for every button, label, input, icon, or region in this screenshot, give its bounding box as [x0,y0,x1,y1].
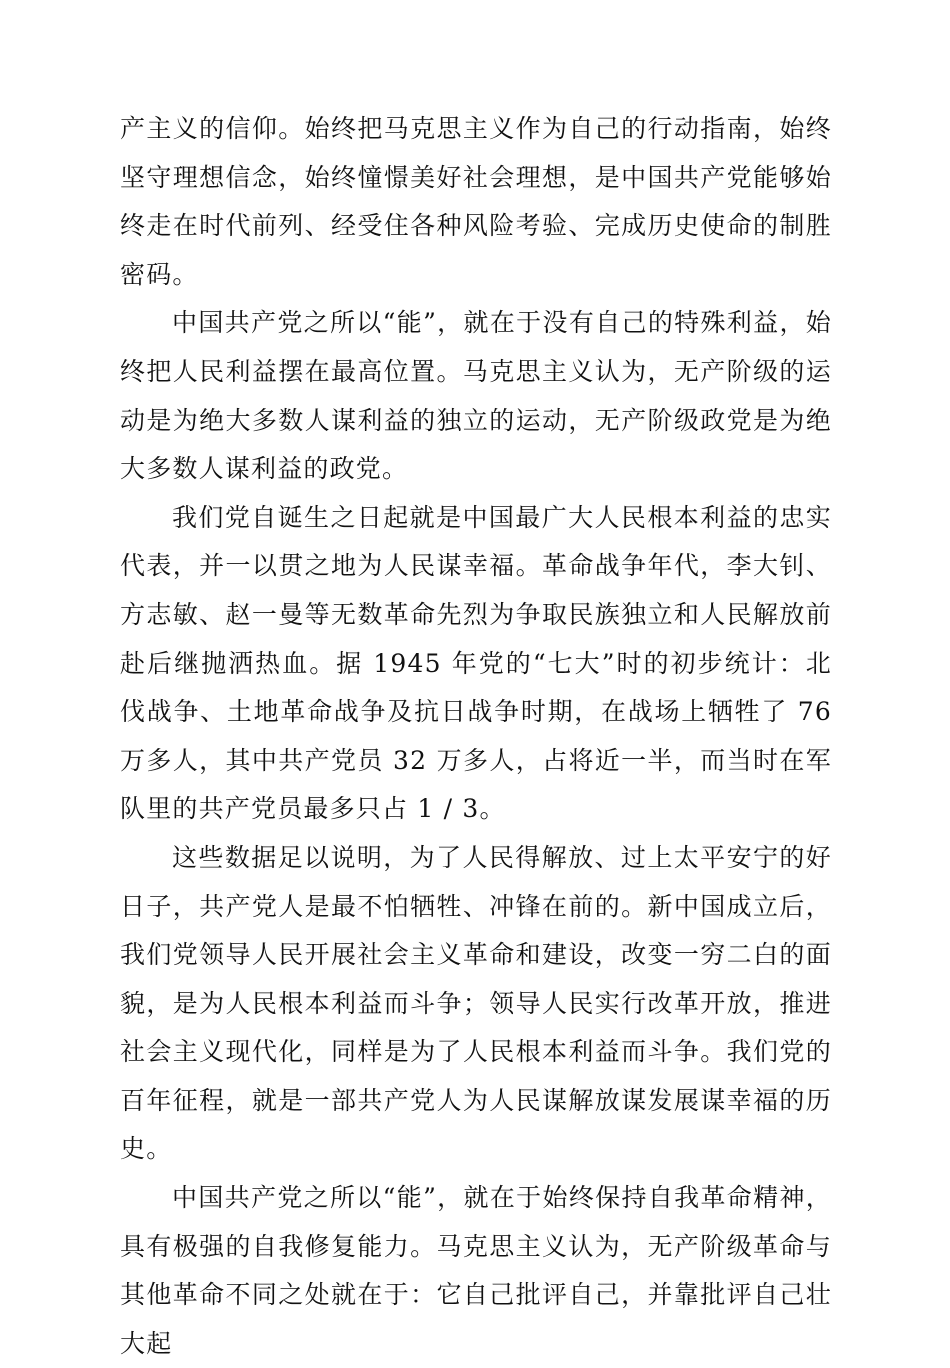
paragraph-people-interest: 中国共产党之所以“能”，就在于没有自己的特殊利益，始终把人民利益摆在最高位置。马克思主义认为，无产阶级的运动是为绝大多数人谋利益的独立的运动，无产阶级政党是为绝大多数人谋利益的政党。 [120,308,832,484]
paragraph-history-stats: 我们党自诞生之日起就是中国最广大人民根本利益的忠实代表，并一以贯之地为人民谋幸福。革命战争年代，李大钊、方志敏、赵一曼等无数革命先烈为争取民族独立和人民解放前赴后继抛洒热血。据 1945 年党的“七大”时的初步统计：北伐战争、土地革命战争及抗日战争时期，在战场上牺牲了 76 万多人，其中共产党员 32 万多人，占将近一半，而当时在军队里的共产党员最多只占 1 / 3。 [120,502,832,824]
paragraph-self-revolution: 中国共产党之所以“能”，就在于始终保持自我革命精神，具有极强的自我修复能力。马克思主义认为，无产阶级革命与其他革命不同之处就在于：它自己批评自己，并靠批评自己壮大起 [120,1183,832,1358]
paragraph-continued: 产主义的信仰。始终把马克思主义作为自己的行动指南，始终坚守理想信念，始终憧憬美好社会理想，是中国共产党能够始终走在时代前列、经受住各种风险考验、完成历史使命的制胜密码。 [120,114,832,289]
body-text [120,105,832,1368]
paragraph-data-proof: 这些数据足以说明，为了人民得解放、过上太平安宁的好日子，共产党人是最不怕牺牲、冲锋在前的。新中国成立后，我们党领导人民开展社会主义革命和建设，改变一穷二白的面貌，是为人民根本利益而斗争；领导人民实行改革开放，推进社会主义现代化，同样是为了人民根本利益而斗争。我们党的百年征程，就是一部共产党人为人民谋解放谋发展谋幸福的历史。 [120,842,832,1164]
